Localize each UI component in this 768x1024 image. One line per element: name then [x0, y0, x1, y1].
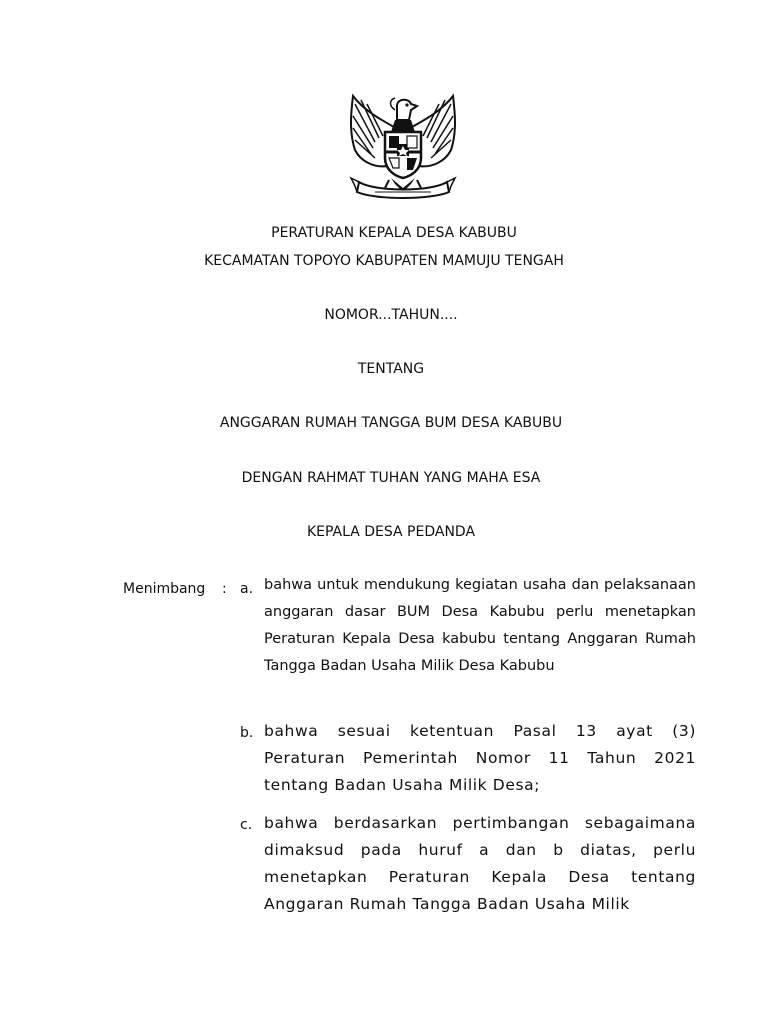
garuda-emblem-icon — [345, 92, 461, 202]
item-a-letter: a. — [240, 581, 254, 597]
regulation-title: PERATURAN KEPALA DESA KABUBU — [271, 225, 517, 241]
regulation-number: NOMOR...TAHUN.... — [324, 307, 458, 323]
rahmat-line: DENGAN RAHMAT TUHAN YANG MAHA ESA — [241, 470, 541, 486]
item-c-text: bahwa berdasarkan pertimbangan sebagaimana dimaksud pada huruf a dan b diatas, perlu menetapkan Peraturan Kepala Desa tentang Anggaran Rumah Tangga Badan Usaha Milik — [264, 814, 696, 913]
item-c-letter: c. — [240, 817, 253, 833]
item-a-text: bahwa untuk mendukung kegiatan usaha dan pelaksanaan anggaran dasar BUM Desa Kabubu perlu menetapkan Peraturan Kepala Desa kabubu tentang Anggaran Rumah Tangga Badan Usaha Milik Desa Kabubu — [264, 577, 696, 674]
regulation-jurisdiction: KECAMATAN TOPOYO KABUPATEN MAMUJU TENGAH — [204, 253, 564, 269]
tentang-heading: TENTANG — [357, 361, 425, 377]
item-b-text: bahwa sesuai ketentuan Pasal 13 ayat (3) Peraturan Pemerintah Nomor 11 Tahun 2021 tentang Badan Usaha Milik Desa; — [264, 722, 696, 794]
regulation-subject: ANGGARAN RUMAH TANGGA BUM DESA KABUBU — [219, 415, 563, 431]
menimbang-colon: : — [222, 581, 227, 597]
menimbang-label: Menimbang — [123, 581, 206, 597]
official-title: KEPALA DESA PEDANDA — [306, 524, 476, 540]
item-b-letter: b. — [240, 725, 254, 741]
